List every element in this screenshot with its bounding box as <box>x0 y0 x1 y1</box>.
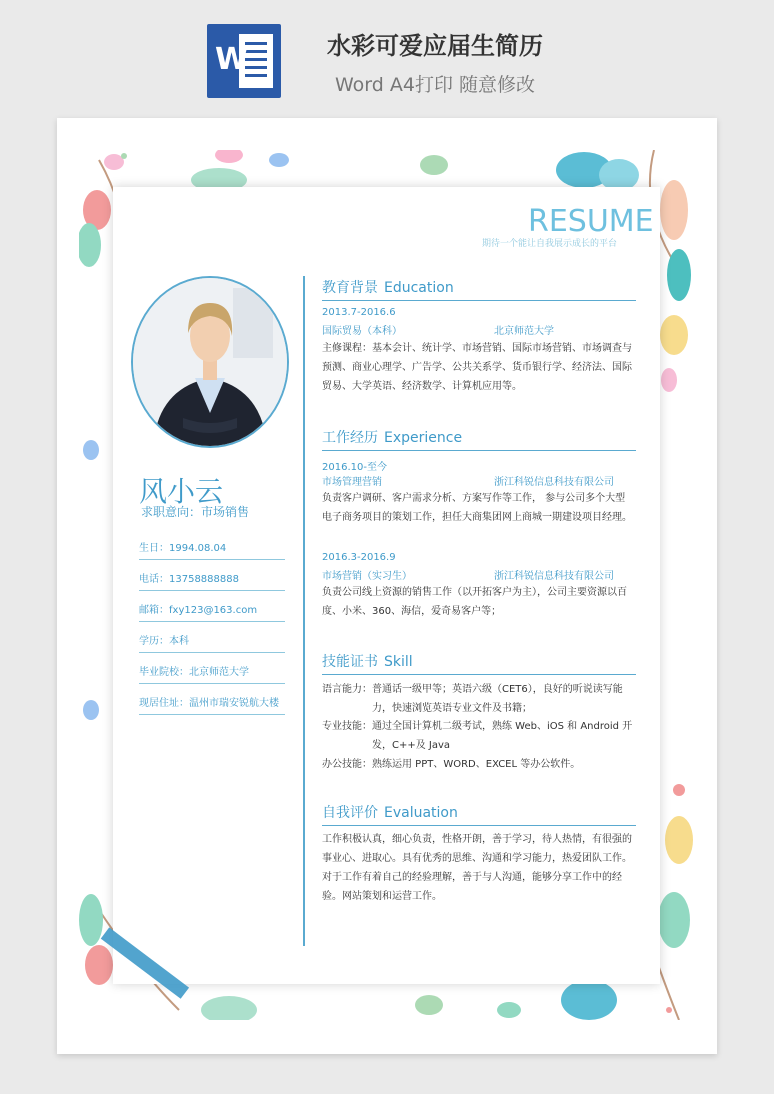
education-title: 教育背景 <box>322 280 378 296</box>
info-birthday: 生日：1994.08.04 <box>139 539 285 560</box>
skill-text: 通过全国计算机二级考试，熟练 Web、iOS 和 Android 开发，C++及 Java <box>372 721 633 751</box>
skill-heading <box>322 651 636 675</box>
skill-title-en: Skill <box>384 654 413 670</box>
job-company: 浙江科锐信息科技有限公司 <box>494 571 614 582</box>
profile-photo <box>131 276 289 448</box>
job-intent: 求职意向：市场销售 <box>141 505 250 519</box>
info-email: 邮箱：fxy123@163.com <box>139 601 285 622</box>
evaluation-text: 工作积极认真，细心负责，性格开朗，善于学习，待人热情，有很强的事业心、进取心。具有优秀的思维、沟通和学习能力，热爱团队工作。对于工作有着自己的经验理解，善于与人沟通，能够分享工作中的经验。网站策划和运营工作。 <box>322 834 632 902</box>
column-divider <box>303 276 305 946</box>
skill-text: 普通话一级甲等；英语六级（CET6），良好的听说读写能力，快速浏览英语专业文件及书籍； <box>372 684 623 714</box>
skill-item <box>322 680 638 718</box>
job-description: 负责客户调研、客户需求分析、方案写作等工作， 参与公司多个大型电子商务项目的策划工作，担任大商集团网上商城一期建设项目经理。 <box>322 493 632 523</box>
education-title-en: Education <box>384 280 454 296</box>
experience-title-en: Experience <box>384 430 463 446</box>
page-title: 水彩可爱应届生简历 <box>327 32 543 60</box>
job-role: 市场管理营销 <box>322 477 382 488</box>
evaluation-title-en: Evaluation <box>384 805 458 821</box>
info-school: 毕业院校：北京师范大学 <box>139 663 285 684</box>
avatar <box>133 278 287 446</box>
experience-heading <box>322 427 636 451</box>
resume-slogan: 期待一个能让自我展示成长的平台 <box>482 239 618 249</box>
candidate-name: 风小云 <box>139 475 224 508</box>
job-period: 2016.10-至今 <box>322 462 387 473</box>
info-phone: 电话：13758888888 <box>139 570 285 591</box>
skill-label: 专业技能： <box>322 721 372 732</box>
skill-item <box>322 755 638 774</box>
skill-item <box>322 717 638 755</box>
job-role: 市场营销（实习生） <box>322 571 412 582</box>
education-major: 国际贸易（本科） <box>322 326 402 337</box>
skill-text: 熟练运用 PPT、WORD、EXCEL 等办公软件。 <box>372 759 581 770</box>
resume-title: RESUME <box>528 204 654 239</box>
page-subtitle: Word A4打印 随意修改 <box>334 74 535 96</box>
info-education: 学历：本科 <box>139 632 285 653</box>
info-address: 现居住址：温州市瑞安锐航大楼 <box>139 694 285 715</box>
skill-title: 技能证书 <box>322 654 378 670</box>
job-period: 2016.3-2016.9 <box>322 552 396 563</box>
job-company: 浙江科锐信息科技有限公司 <box>494 477 614 488</box>
education-period: 2013.7-2016.6 <box>322 307 396 318</box>
skill-label: 语言能力： <box>322 684 372 695</box>
evaluation-title: 自我评价 <box>322 805 378 821</box>
job-description: 负责公司线上资源的销售工作（以开拓客户为主），公司主要资源以百度、小米、360、海信，爱奇易客户等； <box>322 587 627 617</box>
education-school: 北京师范大学 <box>494 326 554 337</box>
education-courses: 主修课程：基本会计、统计学、市场营销、国际市场营销、市场调查与预测、商业心理学、广告学、公共关系学、货币银行学、经济法、国际贸易、大学英语、经济数学、计算机应用等。 <box>322 343 632 392</box>
experience-title: 工作经历 <box>322 430 378 446</box>
word-icon: W <box>207 24 281 98</box>
skill-label: 办公技能： <box>322 759 372 770</box>
evaluation-heading <box>322 802 636 826</box>
education-heading <box>322 277 636 301</box>
